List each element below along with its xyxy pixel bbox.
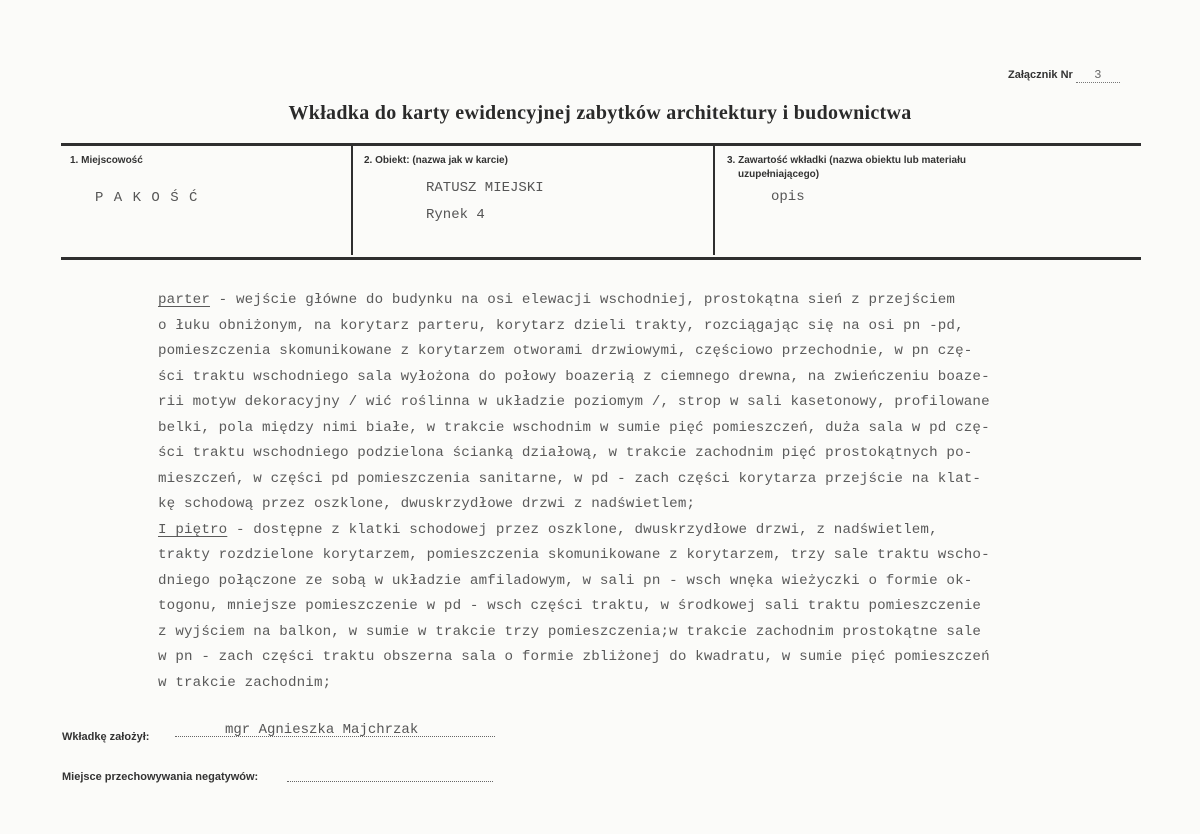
body-line: trakty rozdzielone korytarzem, pomieszczenia skomunikowane z korytarzem, trzy sale traktu wscho- xyxy=(158,547,990,563)
body-line: kę schodową przez oszklone, dwuskrzydłowe drzwi z nadświetlem; xyxy=(158,496,696,512)
author-label: Wkładkę założył: xyxy=(62,731,150,743)
body-line: ści traktu wschodniego sala wyłożona do połowy boazerią z ciemnego drewna, na zwieńczeniu boaze- xyxy=(158,368,990,385)
body-line: mieszczeń, w części pd pomieszczenia sanitarne, w pd - zach części korytarza przejście na klat- xyxy=(158,470,982,487)
annex-label: Załącznik Nr xyxy=(1008,69,1073,81)
top-rule xyxy=(61,143,1141,146)
body-line: ści traktu wschodniego podzielona ścianką działową, w trakcie zachodnim pięć prostokątnych po- xyxy=(158,445,973,461)
annex-number xyxy=(1008,68,1120,83)
column-divider-1 xyxy=(351,145,353,255)
annex-value: 3 xyxy=(1076,68,1120,83)
document-title: Wkładka do karty ewidencyjnej zabytków architektury i budownictwa xyxy=(288,102,912,124)
author-value: mgr Agnieszka Majchrzak xyxy=(225,722,419,738)
place-value: P A K O Ś Ć xyxy=(95,190,199,206)
body-line: w trakcie zachodnim; xyxy=(158,674,332,691)
storage-dotted-line xyxy=(287,780,493,782)
parter-heading: parter xyxy=(158,292,210,308)
body-line: w pn - zach części traktu obszerna sala o formie zbliżonej do kwadratu, w sumie pięć pomieszczeń xyxy=(158,649,990,665)
body-line: rii motyw dekoracyjny / wić roślinna w układzie poziomym /, strop w sali kasetonowy, profilowane xyxy=(158,394,990,410)
storage-label: Miejsce przechowywania negatywów: xyxy=(62,771,259,783)
body-line-text: - wejście główne do budynku na osi elewacji wschodniej, prostokątna sień z przejściem xyxy=(209,292,956,308)
contents-header-line2: uzupełniającego) xyxy=(738,169,820,180)
contents-header-line1: 3. Zawartość wkładki (nazwa obiektu lub materiału xyxy=(727,155,966,166)
body-line: togonu, mniejsze pomieszczenie w pd - wsch części traktu, w środkowej sali traktu pomieszczenie xyxy=(158,598,982,614)
body-line xyxy=(158,288,1158,314)
body-line xyxy=(158,518,1158,544)
contents-value: opis xyxy=(771,189,805,205)
object-name: RATUSZ MIEJSKI xyxy=(426,180,544,196)
bottom-rule xyxy=(61,257,1141,260)
body-line: belki, pola między nimi białe, w trakcie wschodnim w sumie pięć pomieszczeń, duża sala w pd czę- xyxy=(158,419,990,436)
contents-header xyxy=(727,154,966,182)
description-text xyxy=(158,288,1158,696)
object-address: Rynek 4 xyxy=(426,207,485,223)
body-line: dniego połączone ze sobą w układzie amfiladowym, w sali pn - wsch wnęka wieżyczki o formie ok- xyxy=(158,572,973,589)
body-line: z wyjściem na balkon, w sumie w trakcie trzy pomieszczenia;w trakcie zachodnim prostokątne sale xyxy=(158,623,982,640)
object-header: 2. Obiekt: (nazwa jak w karcie) xyxy=(364,155,508,166)
body-line-text: - dostępne z klatki schodowej przez oszklone, dwuskrzydłowe drzwi, z nadświetlem, xyxy=(227,521,938,538)
place-header: 1. Miejscowość xyxy=(70,155,143,166)
column-divider-2 xyxy=(713,145,715,255)
body-line: o łuku obniżonym, na korytarz parteru, korytarz dzieli trakty, rozciągając się na osi pn -pd, xyxy=(158,317,964,334)
body-line: pomieszczenia skomunikowane z korytarzem otworami drzwiowymi, częściowo przechodnie, w pn czę- xyxy=(158,343,973,359)
first-floor-heading: I piętro xyxy=(158,521,228,538)
